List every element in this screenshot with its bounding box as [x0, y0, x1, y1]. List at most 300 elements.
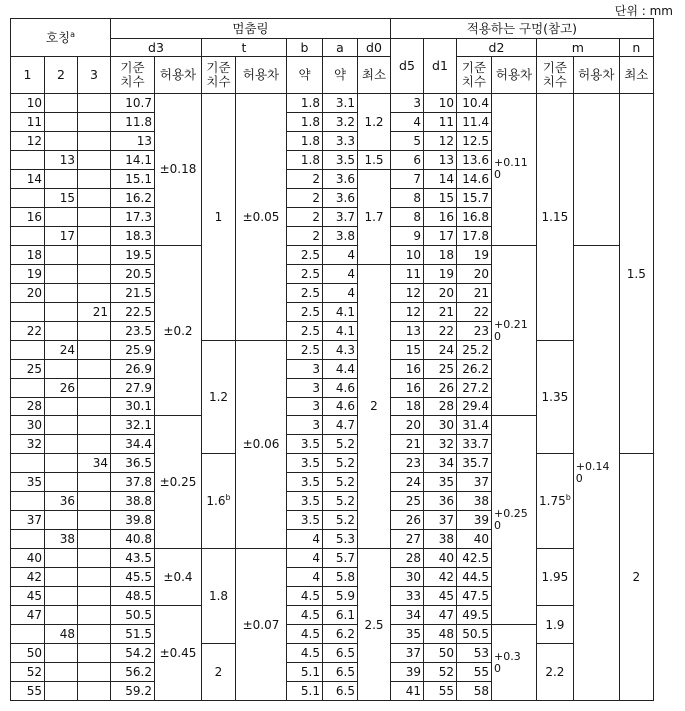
d5-value: 8 [391, 188, 424, 207]
d5-value: 4 [391, 112, 424, 131]
d2-basic: 22 [457, 302, 492, 321]
d3-basic: 25.9 [111, 340, 155, 359]
d5-value: 26 [391, 511, 424, 530]
d5-value: 21 [391, 435, 424, 454]
a-approx: 3.2 [323, 112, 358, 131]
d1-value: 38 [424, 530, 457, 549]
d2-tolerance [492, 245, 537, 416]
nominal-1: 45 [11, 587, 45, 606]
d3-tolerance [155, 94, 202, 246]
merged-value: ±0.25 [159, 475, 197, 490]
nominal-2: 26 [45, 378, 78, 397]
header-row-3 [11, 57, 654, 94]
m-basic [537, 644, 574, 701]
header-d0-minimum: 최소 [358, 57, 391, 94]
a-approx: 3.6 [323, 188, 358, 207]
nominal-2 [45, 473, 78, 492]
d1-value: 26 [424, 378, 457, 397]
nominal-3 [78, 150, 111, 169]
nominal-2 [45, 264, 78, 283]
d3-basic: 20.5 [111, 264, 155, 283]
merged-value: 1.2 [364, 114, 384, 129]
b-approx: 3 [287, 359, 323, 378]
header-b: b [287, 39, 323, 57]
merged-value: ±0.07 [242, 617, 280, 632]
d3-basic: 27.9 [111, 378, 155, 397]
d1-value: 16 [424, 207, 457, 226]
d3-basic: 17.3 [111, 207, 155, 226]
nominal-1 [11, 150, 45, 169]
a-approx: 4.4 [323, 359, 358, 378]
merged-value: 2 [214, 665, 223, 680]
d2-basic: 39 [457, 511, 492, 530]
header-nominal: 호칭$^a$ [11, 19, 111, 57]
a-approx: 5.9 [323, 587, 358, 606]
d5-value: 3 [391, 94, 424, 113]
d2-basic: 17.8 [457, 226, 492, 245]
m-basic [537, 606, 574, 644]
b-approx: 2 [287, 169, 323, 188]
d2-basic: 50.5 [457, 625, 492, 644]
a-approx: 4 [323, 245, 358, 264]
nominal-2 [45, 587, 78, 606]
d1-value: 13 [424, 150, 457, 169]
nominal-2: 36 [45, 492, 78, 511]
nominal-3 [78, 682, 111, 701]
a-approx: 4 [323, 283, 358, 302]
b-approx: 2 [287, 207, 323, 226]
t-basic [202, 454, 236, 549]
t-tolerance [236, 340, 287, 549]
b-approx: 1.8 [287, 94, 323, 113]
nominal-1: 42 [11, 568, 45, 587]
nominal-1: 16 [11, 207, 45, 226]
b-approx: 2.5 [287, 302, 323, 321]
nominal-3 [78, 94, 111, 113]
d3-tolerance [155, 416, 202, 549]
d2-basic: 26.2 [457, 359, 492, 378]
b-approx: 2.5 [287, 321, 323, 340]
d3-basic: 54.2 [111, 644, 155, 663]
header-col-1: 1 [11, 57, 45, 94]
a-approx: 4.6 [323, 397, 358, 416]
d3-basic: 32.1 [111, 416, 155, 435]
a-approx: 6.5 [323, 682, 358, 701]
d1-value: 45 [424, 587, 457, 606]
merged-value: 1.95 [541, 570, 569, 585]
d2-basic: 44.5 [457, 568, 492, 587]
nominal-2 [45, 169, 78, 188]
d5-value: 33 [391, 587, 424, 606]
d3-basic: 10.7 [111, 94, 155, 113]
d1-value: 18 [424, 245, 457, 264]
nominal-3 [78, 131, 111, 150]
d5-value: 15 [391, 340, 424, 359]
d5-value: 35 [391, 625, 424, 644]
d1-value: 19 [424, 264, 457, 283]
nominal-1: 10 [11, 94, 45, 113]
b-approx: 1.8 [287, 131, 323, 150]
merged-value: 1.5 [364, 152, 384, 167]
d2-basic: 10.4 [457, 94, 492, 113]
d2-basic: 31.4 [457, 416, 492, 435]
d2-basic: 20 [457, 264, 492, 283]
b-approx: 4.5 [287, 644, 323, 663]
nominal-2 [45, 568, 78, 587]
d1-value: 30 [424, 416, 457, 435]
a-approx: 6.5 [323, 663, 358, 682]
tolerance-lower: 0 [494, 329, 501, 343]
merged-value: ±0.18 [159, 162, 197, 177]
a-approx: 3.7 [323, 207, 358, 226]
nominal-1: 25 [11, 359, 45, 378]
nominal-3 [78, 169, 111, 188]
d3-basic: 19.5 [111, 245, 155, 264]
header-t-basic: 기준 치수 [202, 57, 236, 94]
n-minimum [619, 454, 653, 701]
merged-value: 1.8 [208, 589, 229, 604]
b-approx: 1.8 [287, 112, 323, 131]
header-d2: d2 [457, 39, 537, 57]
d3-tolerance [155, 549, 202, 606]
a-approx: 3.6 [323, 169, 358, 188]
d2-basic: 25.2 [457, 340, 492, 359]
nominal-1: 19 [11, 264, 45, 283]
a-approx: 5.2 [323, 511, 358, 530]
d3-basic: 30.1 [111, 397, 155, 416]
table-row [11, 340, 654, 359]
tolerance-upper: +0.3 [494, 649, 521, 663]
merged-value: 1.2 [208, 390, 229, 404]
d5-value: 20 [391, 416, 424, 435]
d3-basic: 34.4 [111, 435, 155, 454]
d0-minimum [358, 169, 391, 264]
d3-basic: 59.2 [111, 682, 155, 701]
t-basic [202, 94, 236, 341]
d1-value: 47 [424, 606, 457, 625]
nominal-1 [11, 454, 45, 473]
header-d3: d3 [111, 39, 202, 57]
b-approx: 3 [287, 397, 323, 416]
nominal-2 [45, 94, 78, 113]
a-approx: 4 [323, 264, 358, 283]
d5-value: 10 [391, 245, 424, 264]
d2-basic: 58 [457, 682, 492, 701]
tolerance-upper: +0.14 [575, 459, 610, 473]
header-d0: d0 [358, 39, 391, 57]
a-approx: 5.2 [323, 454, 358, 473]
merged-value: 2.5 [364, 617, 384, 632]
d5-value: 41 [391, 682, 424, 701]
nominal-2 [45, 549, 78, 568]
b-approx: 5.1 [287, 682, 323, 701]
nominal-3 [78, 587, 111, 606]
b-approx: 2.5 [287, 340, 323, 359]
a-approx: 4.1 [323, 321, 358, 340]
nominal-2 [45, 644, 78, 663]
d5-value: 12 [391, 302, 424, 321]
header-d3-tolerance: 허용차 [155, 57, 202, 94]
b-approx: 3.5 [287, 454, 323, 473]
nominal-1 [11, 378, 45, 397]
d1-value: 36 [424, 492, 457, 511]
d1-value: 42 [424, 568, 457, 587]
nominal-1: 28 [11, 397, 45, 416]
nominal-1 [11, 492, 45, 511]
d2-basic: 49.5 [457, 606, 492, 625]
nominal-2 [45, 207, 78, 226]
m-basic [537, 454, 574, 549]
tolerance-lower: 0 [494, 168, 501, 182]
d3-tolerance [155, 245, 202, 416]
table-row [11, 549, 654, 568]
d1-value: 28 [424, 397, 457, 416]
d1-value: 22 [424, 321, 457, 340]
d5-value: 27 [391, 530, 424, 549]
header-d5: d5 [391, 39, 424, 94]
nominal-3 [78, 644, 111, 663]
nominal-1: 22 [11, 321, 45, 340]
nominal-3 [78, 359, 111, 378]
b-approx: 3.5 [287, 492, 323, 511]
nominal-1: 55 [11, 682, 45, 701]
merged-value: 1.15 [541, 209, 569, 224]
d3-basic: 16.2 [111, 188, 155, 207]
header-t-tolerance: 허용차 [236, 57, 287, 94]
d5-value: 16 [391, 359, 424, 378]
table-row [11, 644, 654, 663]
b-approx: 2.5 [287, 283, 323, 302]
merged-value: ±0.2 [163, 323, 193, 338]
header-applicable-hole: 적용하는 구멍(참고) [391, 19, 654, 39]
a-approx: 4.1 [323, 302, 358, 321]
d1-value: 40 [424, 549, 457, 568]
nominal-1: 18 [11, 245, 45, 264]
t-basic [202, 549, 236, 644]
d2-basic: 21 [457, 283, 492, 302]
b-approx: 2 [287, 226, 323, 245]
m-basic [537, 94, 574, 341]
d5-value: 18 [391, 397, 424, 416]
d2-tolerance [492, 94, 537, 246]
d3-basic: 36.5 [111, 454, 155, 473]
table-row [11, 606, 654, 625]
d2-tolerance [492, 416, 537, 625]
d5-value: 34 [391, 606, 424, 625]
nominal-2 [45, 435, 78, 454]
a-approx: 5.2 [323, 492, 358, 511]
nominal-3 [78, 226, 111, 245]
b-approx: 3 [287, 378, 323, 397]
d1-value: 21 [424, 302, 457, 321]
d3-basic: 18.3 [111, 226, 155, 245]
tolerance-upper: +0.11 [494, 156, 528, 170]
nominal-3 [78, 568, 111, 587]
b-approx: 3 [287, 416, 323, 435]
header-m-basic: 기준 치수 [537, 57, 574, 94]
d3-basic: 21.5 [111, 283, 155, 302]
header-t: t [202, 39, 287, 57]
d3-basic: 11.8 [111, 112, 155, 131]
d2-basic: 35.7 [457, 454, 492, 473]
d5-value: 11 [391, 264, 424, 283]
d5-value: 25 [391, 492, 424, 511]
d3-basic: 39.8 [111, 511, 155, 530]
d3-basic: 40.8 [111, 530, 155, 549]
nominal-2 [45, 397, 78, 416]
nominal-1: 52 [11, 663, 45, 682]
nominal-2 [45, 283, 78, 302]
merged-value: 1.7 [364, 209, 384, 224]
b-approx: 5.1 [287, 663, 323, 682]
a-approx: 5.7 [323, 549, 358, 568]
d3-basic: 50.5 [111, 606, 155, 625]
b-approx: 4.5 [287, 587, 323, 606]
nominal-3 [78, 416, 111, 435]
d3-basic: 51.5 [111, 625, 155, 644]
d5-value: 37 [391, 644, 424, 663]
nominal-3 [78, 340, 111, 359]
a-approx: 5.2 [323, 435, 358, 454]
t-basic [202, 644, 236, 701]
b-approx: 1.8 [287, 150, 323, 169]
nominal-3 [78, 207, 111, 226]
d1-value: 14 [424, 169, 457, 188]
d3-basic: 45.5 [111, 568, 155, 587]
nominal-2: 15 [45, 188, 78, 207]
nominal-1: 47 [11, 606, 45, 625]
a-approx: 3.1 [323, 94, 358, 113]
nominal-3 [78, 530, 111, 549]
t-tolerance [236, 549, 287, 701]
nominal-2: 38 [45, 530, 78, 549]
d1-value: 25 [424, 359, 457, 378]
merged-value: 1.9 [545, 617, 565, 632]
d1-value: 15 [424, 188, 457, 207]
nominal-1 [11, 188, 45, 207]
merged-value: 1.5 [626, 266, 646, 281]
nominal-3: 21 [78, 302, 111, 321]
nominal-1: 20 [11, 283, 45, 302]
b-approx: 3.5 [287, 473, 323, 492]
header-d3-basic: 기준 치수 [111, 57, 155, 94]
m-basic [537, 340, 574, 454]
nominal-3 [78, 663, 111, 682]
a-approx: 5.8 [323, 568, 358, 587]
nominal-2 [45, 112, 78, 131]
d2-basic: 16.8 [457, 207, 492, 226]
header-col-3: 3 [78, 57, 111, 94]
d5-value: 5 [391, 131, 424, 150]
d5-value: 6 [391, 150, 424, 169]
d1-value: 34 [424, 454, 457, 473]
merged-value: 1 [214, 209, 223, 224]
nominal-2 [45, 416, 78, 435]
d2-basic: 55 [457, 663, 492, 682]
nominal-3 [78, 492, 111, 511]
nominal-3: 34 [78, 454, 111, 473]
header-m: m [537, 39, 620, 57]
nominal-2: 24 [45, 340, 78, 359]
header-a: a [323, 39, 358, 57]
nominal-3 [78, 188, 111, 207]
d5-value: 8 [391, 207, 424, 226]
d5-value: 39 [391, 663, 424, 682]
d3-basic: 48.5 [111, 587, 155, 606]
m-tolerance [573, 94, 619, 246]
d2-basic: 23 [457, 321, 492, 340]
d1-value: 35 [424, 473, 457, 492]
retaining-ring-spec-table [10, 18, 654, 701]
d2-basic: 11.4 [457, 112, 492, 131]
merged-value: 2.2 [545, 665, 565, 680]
a-approx: 3.5 [323, 150, 358, 169]
d1-value: 20 [424, 283, 457, 302]
d1-value: 48 [424, 625, 457, 644]
d5-value: 13 [391, 321, 424, 340]
b-approx: 2 [287, 188, 323, 207]
d2-basic: 15.7 [457, 188, 492, 207]
header-m-tolerance: 허용차 [573, 57, 619, 94]
nominal-3 [78, 511, 111, 530]
d5-value: 16 [391, 378, 424, 397]
d2-basic: 33.7 [457, 435, 492, 454]
header-d2-tolerance: 허용차 [492, 57, 537, 94]
nominal-2 [45, 302, 78, 321]
table-row [11, 94, 654, 113]
d0-minimum [358, 94, 391, 151]
d1-value: 37 [424, 511, 457, 530]
t-basic [202, 340, 236, 454]
d3-basic: 22.5 [111, 302, 155, 321]
d0-minimum [358, 264, 391, 549]
t-tolerance [236, 94, 287, 341]
merged-value: 1.35 [541, 390, 569, 404]
b-approx: 3.5 [287, 435, 323, 454]
d0-minimum [358, 549, 391, 701]
d2-basic: 27.2 [457, 378, 492, 397]
a-approx: 4.6 [323, 378, 358, 397]
a-approx: 6.5 [323, 644, 358, 663]
m-tolerance [573, 245, 619, 700]
nominal-3 [78, 549, 111, 568]
merged-value: 1.6 [206, 494, 226, 509]
d3-basic: 23.5 [111, 321, 155, 340]
nominal-1: 32 [11, 435, 45, 454]
merged-value: 2 [370, 399, 378, 414]
header-n-minimum: 최소 [619, 57, 653, 94]
nominal-2 [45, 454, 78, 473]
nominal-2 [45, 321, 78, 340]
d3-basic: 15.1 [111, 169, 155, 188]
d5-value: 24 [391, 473, 424, 492]
nominal-2: 17 [45, 226, 78, 245]
nominal-3 [78, 606, 111, 625]
merged-value: ±0.06 [242, 437, 280, 452]
unit-label: 단위 : mm [614, 4, 673, 18]
nominal-3 [78, 112, 111, 131]
nominal-1: 40 [11, 549, 45, 568]
header-b-approx: 약 [287, 57, 323, 94]
tolerance-lower: 0 [575, 471, 583, 485]
d2-basic: 19 [457, 245, 492, 264]
nominal-2 [45, 663, 78, 682]
nominal-1: 50 [11, 644, 45, 663]
d1-value: 10 [424, 94, 457, 113]
nominal-2 [45, 359, 78, 378]
nominal-1 [11, 226, 45, 245]
header-d1: d1 [424, 39, 457, 94]
